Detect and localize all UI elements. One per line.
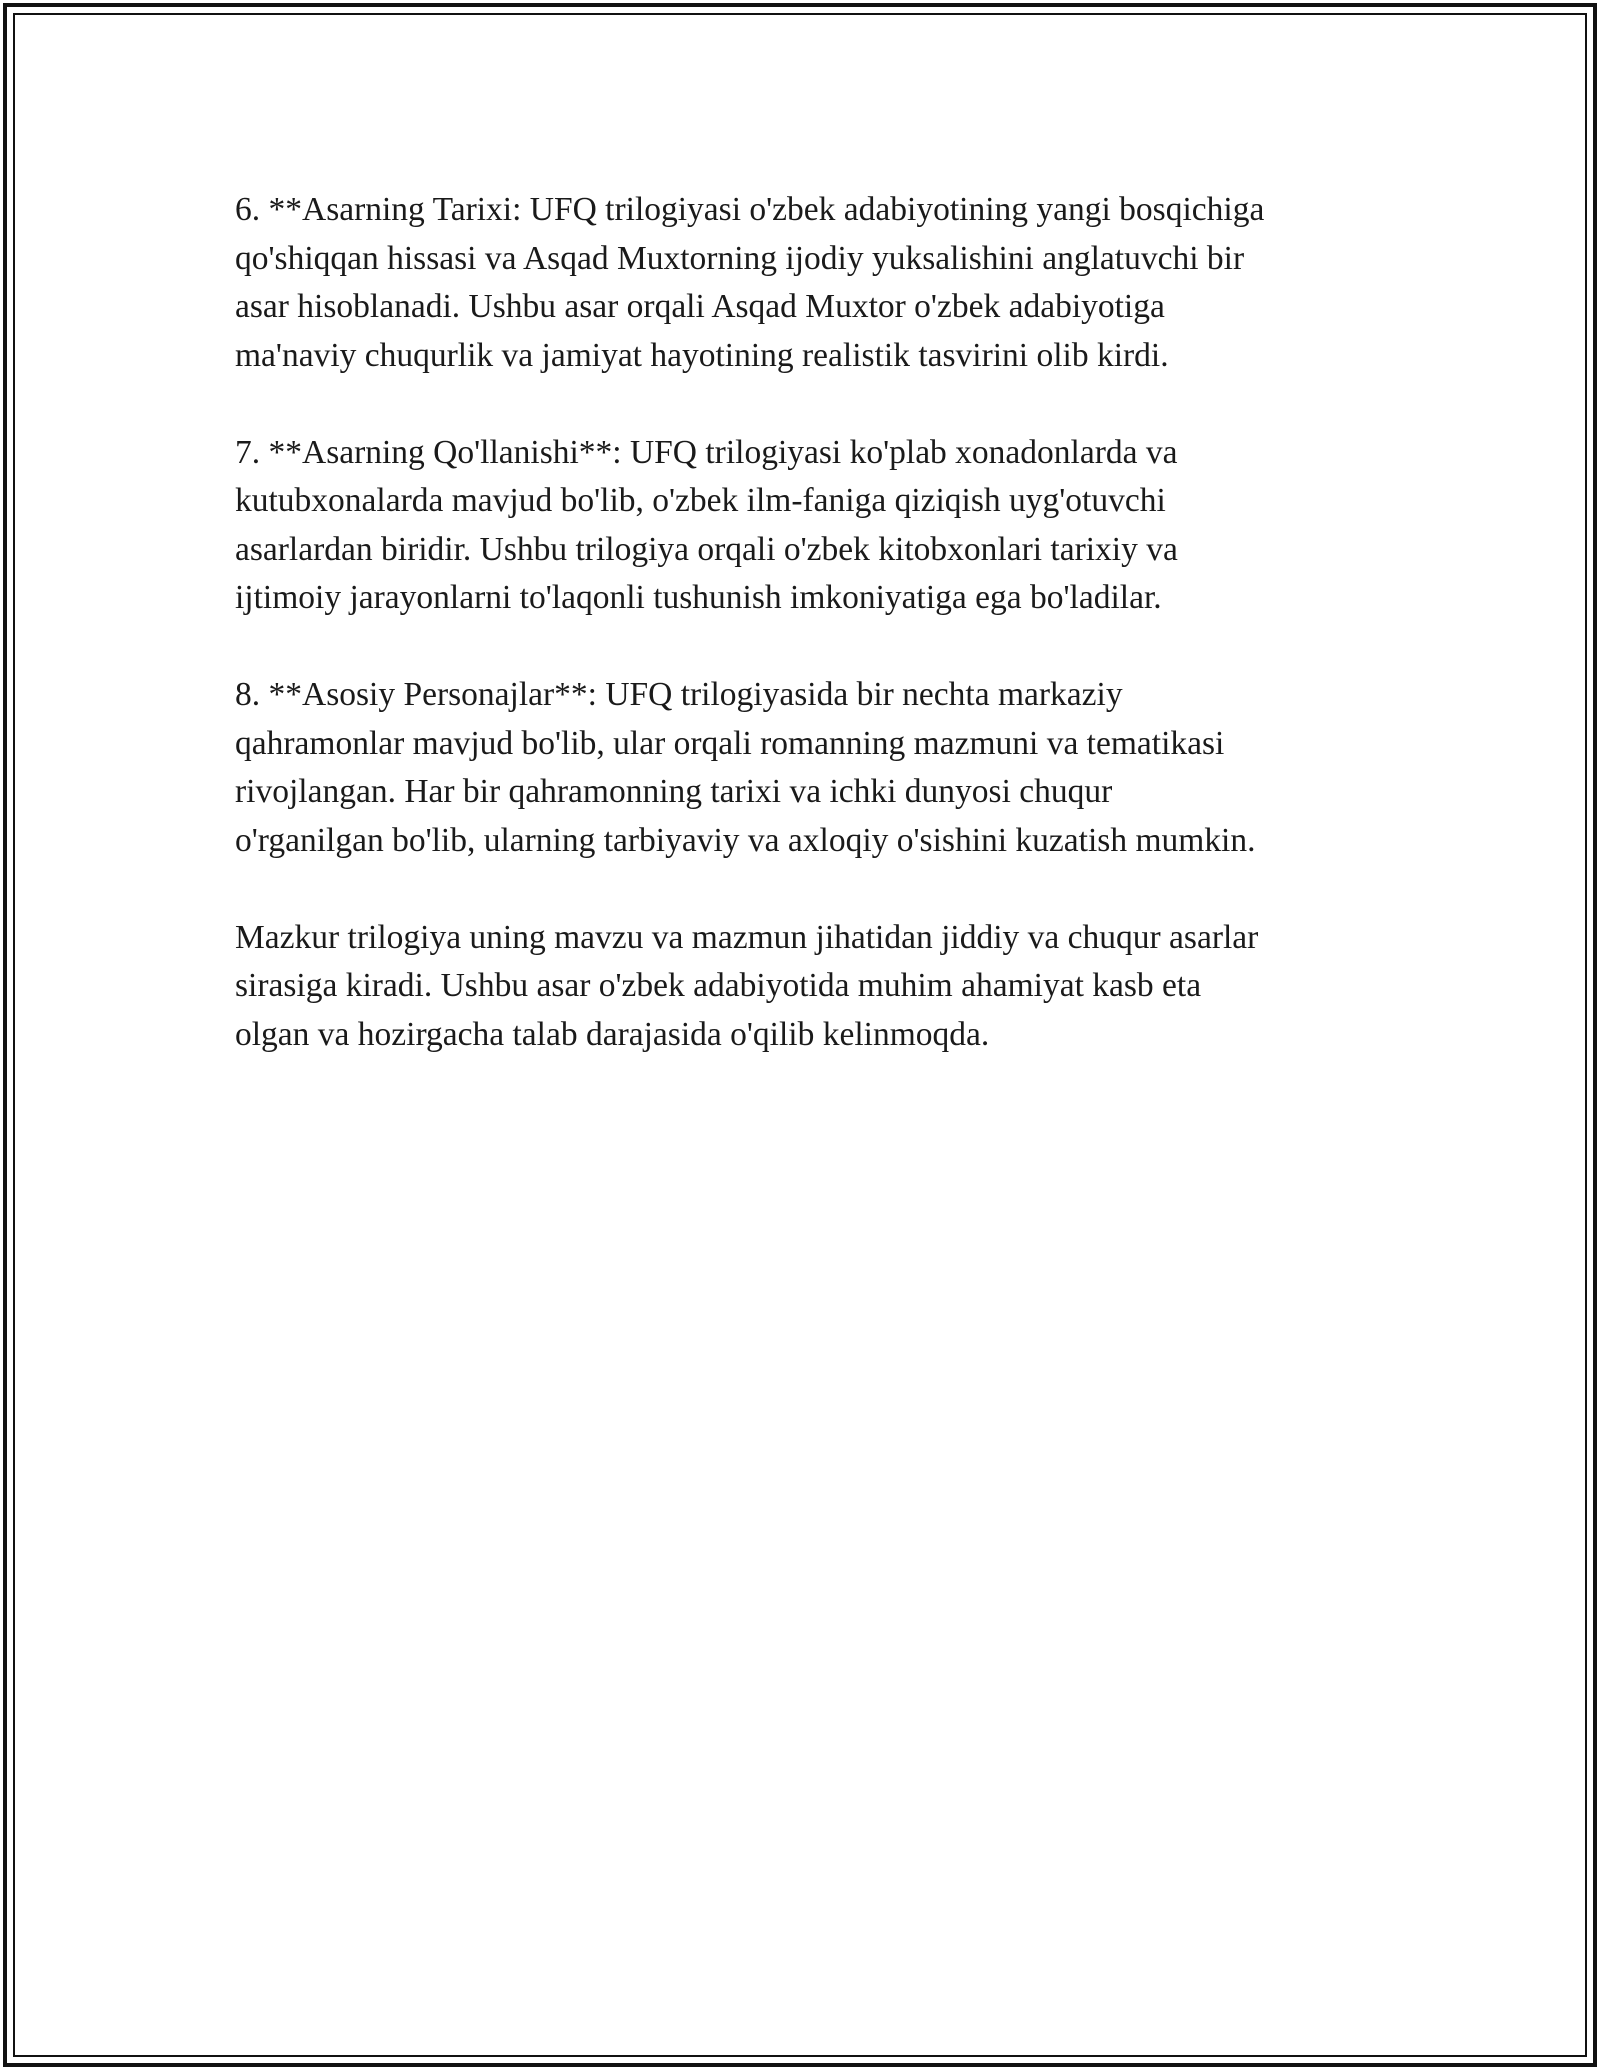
paragraph-conclusion: Mazkur trilogiya uning mavzu va mazmun jihatidan jiddiy va chuqur asarlar sirasiga kiradi. Ushbu asar o'zbek adabiyotida muhim ahamiyat kasb eta olgan va hozirgacha talab darajasida o'qilib kelinmoqda. bbox=[235, 918, 1259, 1053]
document-body bbox=[235, 186, 1385, 1059]
paragraph-main-characters: 8. **Asosiy Personajlar**: UFQ trilogiyasida bir nechta markaziy qahramonlar mavjud bo'lib, ular orqali romanning mazmuni va tematikasi rivojlangan. Har bir qahramonning tarixi va ichki dunyosi chuqur o'rganilgan bo'lib, ularning tarbiyaviy va axloqiy o'sishini kuzatish mumkin. bbox=[235, 676, 1256, 859]
paragraph-usage: 7. **Asarning Qo'llanishi**: UFQ trilogiyasi ko'plab xonadonlarda va kutubxonalarda mavjud bo'lib, o'zbek ilm-faniga qiziqish uyg'otuvchi asarlardan biridir. Ushbu trilogiya orqali o'zbek kitobxonlari tarixiy va ijtimoiy jarayonlarni to'laqonli tushunish imkoniyatiga ega bo'ladilar. bbox=[235, 433, 1178, 616]
paragraph-history: 6. **Asarning Tarixi: UFQ trilogiyasi o'zbek adabiyotining yangi bosqichiga qo'shiqqan hissasi va Asqad Muxtorning ijodiy yuksalishini anglatuvchi bir asar hisoblanadi. Ushbu asar orqali Asqad Muxtor o'zbek adabiyotiga ma'naviy chuqurlik va jamiyat hayotining realistik tasvirini olib kirdi. bbox=[235, 191, 1265, 374]
